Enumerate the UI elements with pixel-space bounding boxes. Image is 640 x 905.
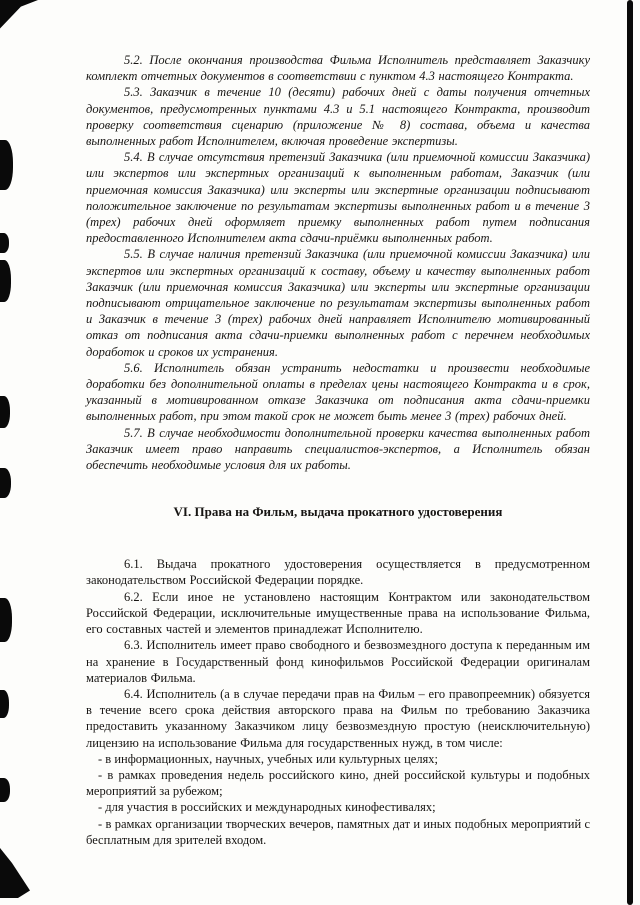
paragraph: 5.5. В случае наличия претензий Заказчика (или приемочной комиссии Заказчика) или экспертов или экспертных организаций к составу, объему и качеству выполненных работ Заказчик (или приемочная комиссия Заказчика) или эксперты или экспертные организации подписывают отрицательное заключение по результатам экспертизы выполненных работ и Заказчик в течение 3 (трех) рабочих дней направляет Исполнителю мотивированный отказ от подписания акта сдачи-приемки выполненных работ с перечнем необходимых доработок и сроков их устранения.	[86, 247, 590, 359]
scan-artifact-left-edge	[0, 140, 13, 190]
scan-artifact-left-edge	[0, 690, 9, 718]
scan-artifact-left-edge	[0, 468, 11, 498]
section-6-bullet-list	[86, 751, 590, 848]
scan-artifact-left-edge	[0, 598, 12, 642]
paragraph: 5.4. В случае отсутствия претензий Заказчика (или приемочной комиссии Заказчика) или экспертов или экспертных организаций к выполненным работам, Заказчик (или приемочная комиссия Заказчика) или эксперты или экспертные организации подписывают положительное заключение по результатам экспертизы выполненных работ и в течение 3 (трех) рабочих дней оформляет приемку выполненных работ путем подписания предоставленного Исполнителем акта сдачи-приёмки выполненных работ.	[86, 150, 590, 246]
section-6-heading: VI. Права на Фильм, выдача прокатного удостоверения	[173, 504, 503, 520]
bullet-item: - в рамках проведения недель российского кино, дней российской культуры и подобных мероприятий за рубежом;	[86, 767, 590, 799]
section-5-acceptance	[86, 52, 590, 473]
scan-artifact-corner-bottom-left	[0, 848, 30, 898]
scan-artifact-left-edge	[0, 396, 10, 428]
document-body	[86, 52, 590, 848]
paragraph: 5.2. После окончания производства Фильма Исполнитель представляет Заказчику комплект отчетных документов в соответствии с пунктом 4.3 настоящего Контракта.	[86, 53, 590, 84]
paragraph: 6.2. Если иное не установлено настоящим Контрактом или законодательством Российской Федерации, исключительные имущественные права на использование Фильма, его составных частей и элементов принадлежат Исполнителю.	[86, 589, 590, 637]
paragraph: 5.7. В случае необходимости дополнительной проверки качества выполненных работ Заказчик имеет право направить специалистов-экспертов, а Исполнитель обязан обеспечить необходимые условия для их работы.	[86, 425, 590, 473]
scan-artifact-left-edge	[0, 260, 11, 302]
scan-artifact-left-edge	[0, 778, 10, 802]
paragraph: 6.1. Выдача прокатного удостоверения осуществляется в предусмотренном законодательством Российской Федерации порядке.	[86, 557, 590, 588]
bullet-item: - в рамках организации творческих вечеров, памятных дат и иных подобных мероприятий с бесплатным для зрителей входом.	[86, 816, 590, 847]
paragraph: 5.6. Исполнитель обязан устранить недостатки и произвести необходимые доработки без дополнительной оплаты в пределах цены настоящего Контракта и в срок, указанный в мотивированном отказе Заказчика от подписания акта сдачи-приемки выполненных работ, при этом такой срок не может быть менее 3 (трех) рабочих дней.	[86, 360, 590, 424]
scan-artifact-left-edge	[0, 233, 9, 253]
scan-artifact-right-edge	[627, 0, 633, 905]
bullet-item: - для участия в российских и международных кинофестивалях;	[98, 800, 436, 815]
section-6-rights	[86, 556, 590, 750]
bullet-item: - в информационных, научных, учебных или культурных целях;	[98, 751, 439, 766]
paragraph: 6.3. Исполнитель имеет право свободного и безвозмездного доступа к переданным им на хранение в Государственный фонд кинофильмов Российской Федерации оригиналам материалов Фильма.	[86, 638, 590, 685]
paragraph: 5.3. Заказчик в течение 10 (десяти) рабочих дней с даты получения отчетных документов, предусмотренных пунктами 4.3 и 5.1 настоящего Контракта, производит проверку соответствия сценарию (приложение № 8) состава, объема и качества выполненных работ Исполнителем, включая проведение экспертизы.	[86, 85, 590, 149]
scan-artifact-corner-top-left	[0, 0, 38, 30]
paragraph: 6.4. Исполнитель (а в случае передачи прав на Фильм – его правопреемник) обязуется в течение всего срока действия авторского права на Фильм по требованию Заказчика предоставить указанному Заказчиком лицу безвозмездную простую (неисключительную) лицензию на использование Фильма для государственных нужд, в том числе:	[86, 686, 590, 750]
